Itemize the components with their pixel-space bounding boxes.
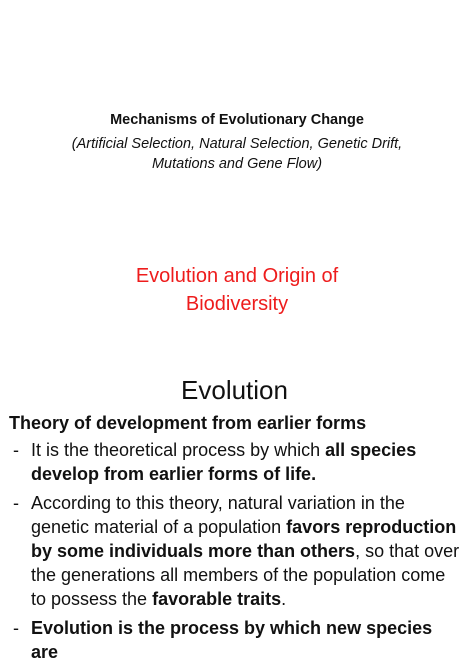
section-title-slide [0,262,474,318]
bullet-text: It is the theoretical process by which [31,440,326,460]
content-slide [0,372,474,669]
bullet-item [0,616,474,664]
bullet-text: . [281,589,287,609]
bullet-marker: - [13,493,19,513]
bullet-text: , so that over the generations all members of the population come to possess the [31,541,460,609]
bullet-marker: - [13,440,19,460]
bullet-item [0,438,474,486]
bullet-bold-text: all species develop from earlier forms of life. [31,440,417,484]
bullet-bold-text: favorable traits [152,589,282,609]
content-heading: Evolution [181,375,288,405]
bullet-item [0,491,474,611]
slide-title: Mechanisms of Evolutionary Change [110,112,364,128]
bullet-bold-text: Evolution is the process by which new species are [31,618,433,662]
section-title-line-2: Biodiversity [185,293,289,315]
title-slide [0,110,474,174]
bullet-bold-text: favors reproduction by some individuals more than others [31,517,457,561]
bullet-list [0,438,474,664]
bullet-text: According to this theory, natural variation in the genetic material of a population [31,493,405,537]
bullet-marker: - [13,618,19,638]
slide-subtitle: (Artificial Selection, Natural Selection, Genetic Drift, Mutations and Gene Flow) [71,136,403,172]
content-subheading: Theory of development from earlier forms [9,413,367,433]
section-title-line-1: Evolution and Origin of [135,265,339,287]
